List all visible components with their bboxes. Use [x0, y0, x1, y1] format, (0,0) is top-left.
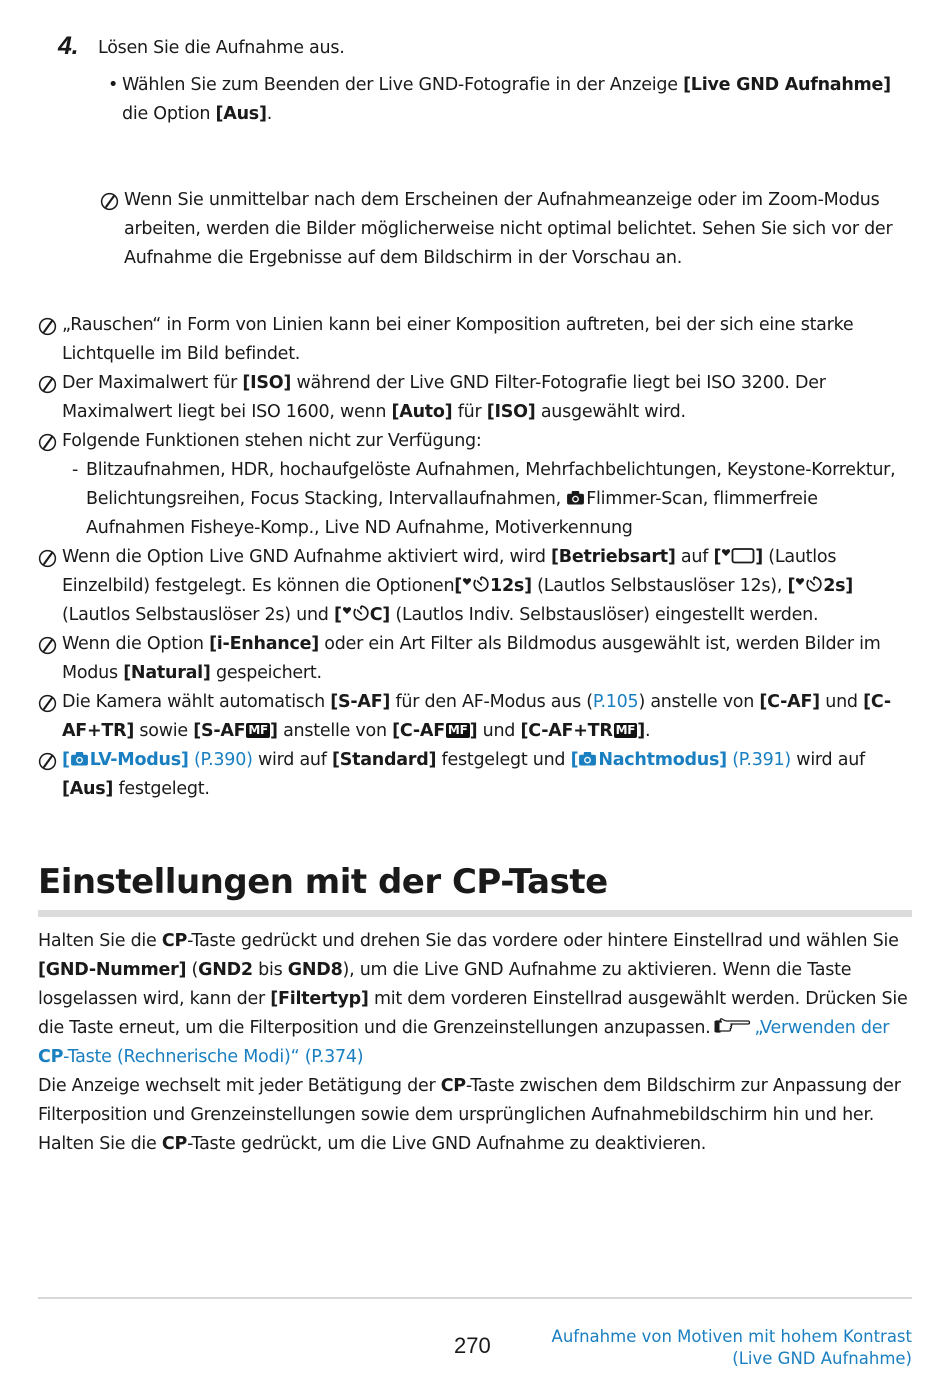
note-item-2: Der Maximalwert für [ISO] während der Live GND Filter-Fotografie liegt bei ISO 3200. Der Maximalwert liegt bei ISO 1600, wenn [Auto] für [ISO] ausgewählt wird.	[38, 369, 918, 427]
note-item-7: [ LV-Modus] (P.390) wird auf [Standard] festgelegt und [ Nachtmodus] (P.391) wird auf [Aus] festgelegt.	[38, 746, 918, 804]
note-pencil-icon	[38, 694, 57, 713]
notes-list	[38, 311, 918, 804]
footer-chapter-link[interactable]	[552, 1326, 912, 1370]
note-item-6: Die Kamera wählt automatisch [S-AF] für den AF-Modus aus (P.105) anstelle von [C-AF] und [C-AF+TR] sowie [S-AF MF ] anstelle von [C-AF MF ] und [C-AF+TR MF ].	[38, 688, 918, 746]
step-bullet	[108, 71, 908, 129]
silent-heart-icon	[721, 548, 731, 564]
camera-icon	[70, 751, 89, 766]
step-4	[58, 32, 908, 268]
note-pencil-icon	[38, 433, 57, 452]
page-number: 270	[454, 1333, 491, 1358]
paragraph-3: Halten Sie die CP-Taste gedrückt, um die Live GND Aufnahme zu deaktivieren.	[38, 1134, 707, 1154]
note-pencil-icon	[38, 549, 57, 568]
self-timer-icon	[805, 575, 823, 593]
note-item-3: Folgende Funktionen stehen nicht zur Verfügung:	[38, 427, 918, 456]
single-frame-icon	[731, 547, 755, 564]
section-body	[38, 927, 918, 1159]
note-pencil-icon	[100, 192, 119, 211]
paragraph-2: Die Anzeige wechselt mit jeder Betätigung der CP-Taste zwischen dem Bildschirm zur Anpassung der Filterposition und Grenzeinstellungen sowie dem ursprünglichen Aufnahmebildschirm hin und her.	[38, 1076, 901, 1125]
self-timer-icon	[472, 575, 490, 593]
note-item-5: Wenn die Option [i-Enhance] oder ein Art Filter als Bildmodus ausgewählt ist, werden Bilder im Modus [Natural] gespeichert.	[38, 630, 918, 688]
self-timer-icon	[352, 604, 370, 622]
footer-title-line-1: Aufnahme von Motiven mit hohem Kontrast	[551, 1327, 912, 1346]
note-pencil-icon	[38, 636, 57, 655]
silent-heart-icon	[795, 577, 805, 593]
camera-icon	[578, 751, 597, 766]
silent-heart-icon	[462, 577, 472, 593]
silent-heart-icon	[342, 606, 352, 622]
footer-title-line-2: (Live GND Aufnahme)	[732, 1349, 912, 1368]
page-link-390[interactable]: (P.390)	[193, 750, 253, 770]
footer-divider	[38, 1297, 912, 1299]
mf-badge: MF	[447, 723, 468, 737]
section-heading: Einstellungen mit der CP-Taste	[38, 862, 608, 902]
step-text: Lösen Sie die Aufnahme aus.	[98, 38, 345, 58]
unavailable-functions: - Blitzaufnahmen, HDR, hochaufgelöste Aufnahmen, Mehrfachbelichtungen, Keystone-Korrektur, Belichtungsreihen, Focus Stacking, Intervallaufnahmen, Flimmer-Scan, flimmerfreie Aufnahmen Fisheye-Komp., Live ND Aufnahme, Motiverkennung	[72, 460, 896, 538]
paragraph-1: Halten Sie die CP-Taste gedrückt und drehen Sie das vordere oder hintere Einstellrad und wählen Sie [GND-Nummer] (GND2 bis GND8), um die Live GND Aufnahme zu aktivieren. Wenn die Taste losgelassen wird, kann der [Filtertyp] mit dem vorderen Einstellrad ausgewählt werden. Drücken Sie die Taste erneut, um die Filterposition und die Grenzeinstellungen anzupassen. „Verwenden der CP-Taste (Rechnerische Modi)“ (P.374)	[38, 931, 908, 1067]
note-item-4: Wenn die Option Live GND Aufnahme aktiviert wird, wird [Betriebsart] auf [ ] (Lautlos Einzelbild) festgelegt. Es können die Optionen[ 12s] (Lautlos Selbstauslöser 12s), [ 2s] (Lautlos Selbstauslöser 2s) und [ C] (Lautlos Indiv. Selbstauslöser) eingestellt werden.	[38, 543, 918, 630]
step-note: Wenn Sie unmittelbar nach dem Erscheinen der Aufnahmeanzeige oder im Zoom-Modus arbeiten, werden die Bilder möglicherweise nicht optimal belichtet. Sehen Sie sich vor der Aufnahme die Ergebnisse auf dem Bildschirm in der Vorschau an.	[100, 186, 924, 273]
night-mode-link[interactable]: [ Nachtmodus]	[570, 750, 727, 770]
note-pencil-icon	[38, 317, 57, 336]
page-link-391[interactable]: (P.391)	[732, 750, 791, 770]
note-item-1: „Rauschen“ in Form von Linien kann bei einer Komposition auftreten, bei der sich eine starke Lichtquelle im Bild befindet.	[38, 311, 918, 369]
bullet-dot-icon: •	[108, 75, 119, 95]
lv-mode-link[interactable]: [ LV-Modus]	[62, 750, 189, 770]
bullet-text: Wählen Sie zum Beenden der Live GND-Fotografie in der Anzeige [Live GND Aufnahme] die Option [Aus].	[122, 75, 891, 124]
note-pencil-icon	[38, 752, 57, 771]
pointing-hand-icon	[713, 1017, 753, 1035]
page-link-105[interactable]: P.105	[592, 692, 639, 712]
step-number: 4.	[58, 32, 79, 60]
cp-button-link[interactable]: „Verwenden der CP-Taste (Rechnerische Modi)“ (P.374)	[38, 1018, 890, 1067]
mf-badge: MF	[615, 723, 636, 737]
mf-badge: MF	[248, 723, 268, 737]
note-pencil-icon	[38, 375, 57, 394]
heading-divider	[38, 910, 912, 917]
camera-icon	[566, 490, 585, 505]
